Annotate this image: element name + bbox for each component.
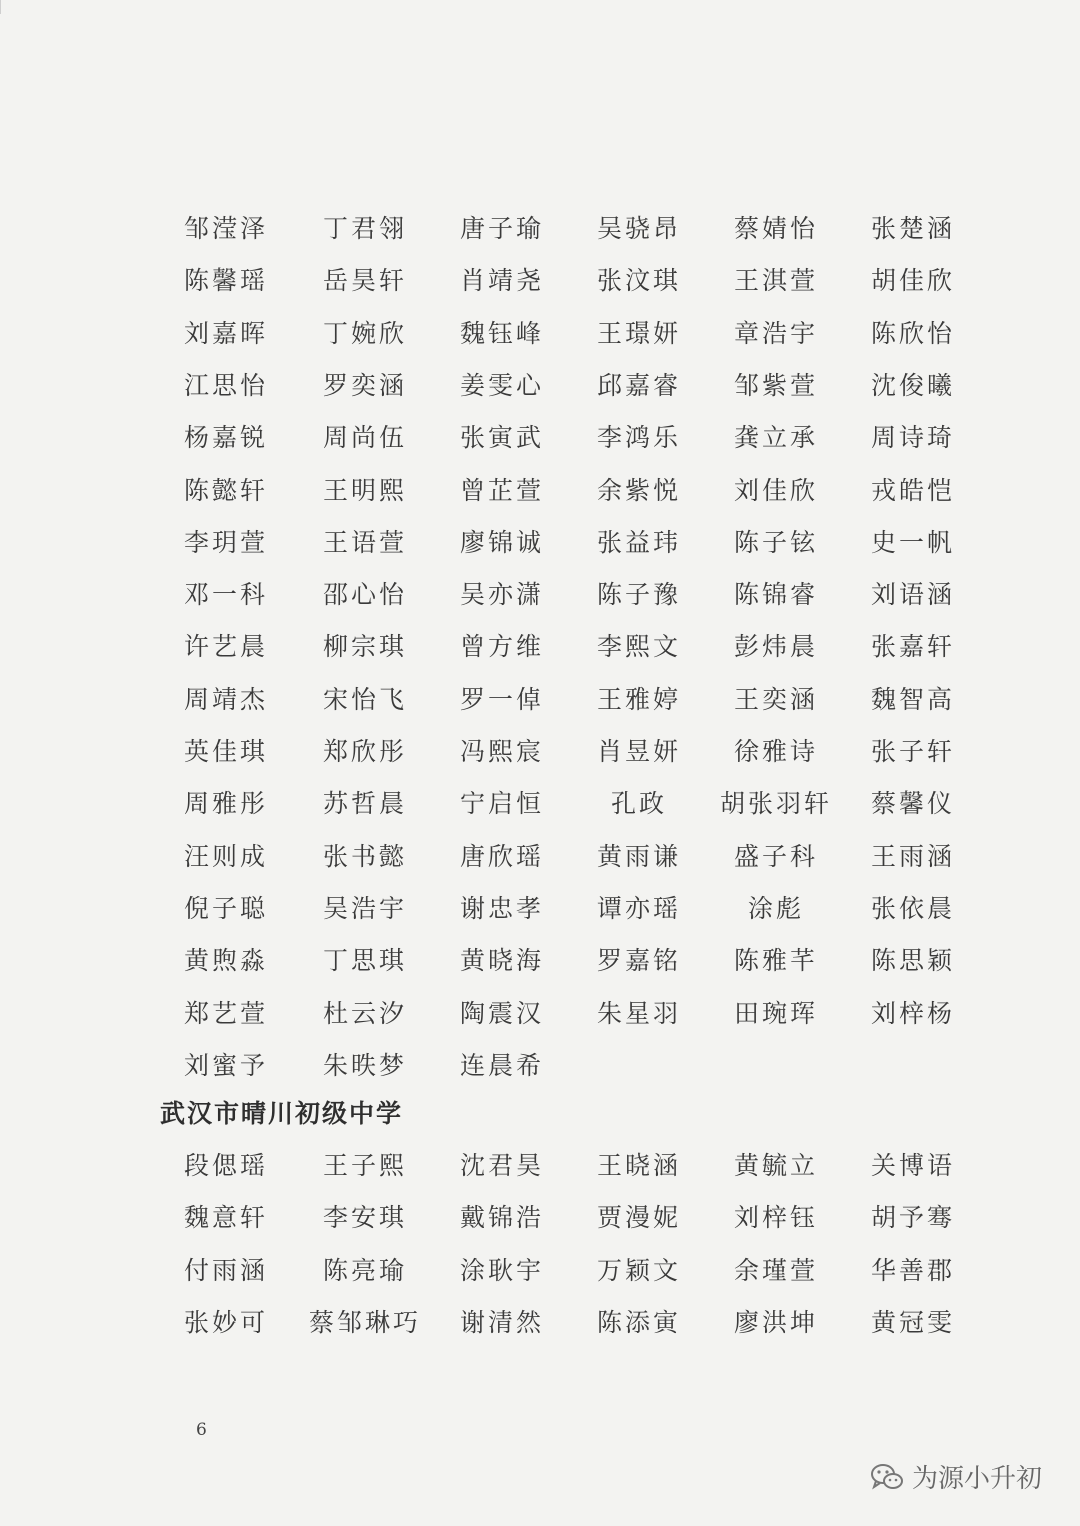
student-name: 周雅彤 (183, 789, 268, 819)
student-name: 陈子豫 (596, 580, 681, 610)
student-name: 李玥萱 (183, 527, 268, 557)
name-row (0, 366, 1080, 406)
student-name: 段偲瑶 (183, 1151, 268, 1180)
student-name: 李熙文 (596, 632, 681, 662)
student-name: 杨嘉锐 (183, 423, 268, 453)
name-row (0, 627, 1080, 667)
student-name: 曾方维 (459, 632, 544, 662)
student-name: 王奕涵 (733, 684, 818, 714)
student-name: 陈子铉 (733, 527, 818, 557)
student-name: 吴浩宇 (322, 893, 407, 923)
student-name: 余瑾萱 (733, 1255, 818, 1285)
student-name: 魏智高 (870, 684, 955, 714)
student-name: 余紫悦 (596, 475, 681, 505)
student-name: 罗一倬 (459, 684, 544, 714)
name-row (0, 1251, 1080, 1291)
name-row (0, 994, 1080, 1034)
student-name: 姜雯心 (459, 370, 544, 400)
name-row (0, 837, 1080, 877)
student-name: 陈添寅 (596, 1307, 681, 1337)
student-name: 陈亮瑜 (322, 1255, 407, 1285)
name-row (0, 1146, 1080, 1186)
student-name: 沈君昊 (459, 1151, 544, 1180)
student-name: 邹滢泽 (183, 214, 268, 243)
student-name: 徐雅诗 (733, 737, 818, 766)
student-name: 陶震汉 (459, 998, 544, 1028)
student-name: 胡张羽轩 (719, 789, 832, 819)
student-name: 章浩宇 (733, 318, 818, 348)
student-name: 沈俊曦 (870, 370, 955, 400)
student-name: 刘语涵 (870, 580, 955, 610)
name-row (0, 941, 1080, 981)
name-row (0, 261, 1080, 301)
name-row (0, 680, 1080, 720)
student-name: 黄煦淼 (183, 946, 268, 976)
name-row (0, 575, 1080, 615)
student-name: 李安琪 (322, 1203, 407, 1233)
student-name: 陈懿轩 (183, 475, 268, 505)
student-name: 张子轩 (870, 737, 955, 766)
student-name: 唐子瑜 (459, 214, 544, 243)
student-name: 周诗琦 (870, 423, 955, 453)
student-name: 魏钰峰 (459, 318, 544, 348)
student-name: 岳昊轩 (322, 266, 407, 296)
student-name: 陈欣怡 (870, 318, 955, 348)
student-name: 丁君翎 (322, 214, 407, 243)
student-name: 王雨涵 (870, 841, 955, 871)
name-row (0, 784, 1080, 824)
student-name: 关博语 (870, 1151, 955, 1180)
student-name: 王明熙 (322, 475, 407, 505)
student-name: 华善郡 (870, 1255, 955, 1285)
student-name: 郑欣彤 (322, 737, 407, 766)
student-name: 陈馨瑶 (183, 266, 268, 296)
student-name: 苏哲晨 (322, 789, 407, 819)
student-name: 黄毓立 (733, 1151, 818, 1180)
name-row (0, 889, 1080, 929)
student-name: 万颖文 (596, 1255, 681, 1285)
scan-edge-mark (0, 0, 9, 14)
name-row (0, 471, 1080, 511)
student-name: 蔡馨仪 (870, 789, 955, 819)
student-name: 贾漫妮 (596, 1203, 681, 1233)
student-name: 邱嘉睿 (596, 370, 681, 400)
student-name: 柳宗琪 (322, 632, 407, 662)
student-name: 汪则成 (183, 841, 268, 871)
student-name: 谢清然 (459, 1307, 544, 1337)
student-name: 朱昳梦 (322, 1050, 407, 1080)
student-name: 邵心怡 (322, 580, 407, 610)
student-name: 廖锦诚 (459, 527, 544, 557)
name-row (0, 523, 1080, 563)
student-name: 朱星羽 (596, 998, 681, 1028)
name-row (0, 732, 1080, 772)
student-name: 张汶琪 (596, 266, 681, 296)
student-name: 江思怡 (183, 370, 268, 400)
student-name: 戎皓恺 (870, 475, 955, 505)
student-name: 杜云汐 (322, 998, 407, 1028)
name-row (0, 314, 1080, 354)
student-name: 丁婉欣 (322, 318, 407, 348)
student-name: 陈雅芊 (733, 946, 818, 976)
page-number: 6 (196, 1420, 207, 1440)
student-name: 连晨希 (459, 1050, 544, 1080)
student-name: 肖昱妍 (596, 737, 681, 766)
student-name: 付雨涵 (183, 1255, 268, 1285)
student-name: 廖洪坤 (733, 1307, 818, 1337)
student-name: 谭亦瑶 (596, 893, 681, 923)
student-name: 张妙可 (183, 1307, 268, 1337)
student-name: 田琬珲 (733, 998, 818, 1028)
student-name: 黄雨谦 (596, 841, 681, 871)
student-name: 张益玮 (596, 527, 681, 557)
student-name: 周尚伍 (322, 423, 407, 453)
student-name: 龚立承 (733, 423, 818, 453)
student-name: 胡佳欣 (870, 266, 955, 296)
student-name: 张楚涵 (870, 214, 955, 243)
student-name: 蔡婧怡 (733, 214, 818, 243)
student-name: 黄晓海 (459, 946, 544, 976)
student-name: 刘嘉晖 (183, 318, 268, 348)
student-name: 英佳琪 (183, 737, 268, 766)
student-name: 张依晨 (870, 893, 955, 923)
student-name: 胡予骞 (870, 1203, 955, 1233)
watermark (870, 1458, 1042, 1495)
student-name: 王淇萱 (733, 266, 818, 296)
student-name: 王晓涵 (596, 1151, 681, 1180)
student-name: 曾芷萱 (459, 475, 544, 505)
student-name: 刘佳欣 (733, 475, 818, 505)
student-name: 蔡邹琳巧 (308, 1307, 421, 1337)
student-name: 涂耿宇 (459, 1255, 544, 1285)
student-name: 王子熙 (322, 1151, 407, 1180)
student-name: 王璟妍 (596, 318, 681, 348)
student-name: 张嘉轩 (870, 632, 955, 662)
student-name: 孔政 (610, 789, 667, 819)
student-name: 倪子聪 (183, 893, 268, 923)
student-name: 丁思琪 (322, 946, 407, 976)
student-name: 郑艺萱 (183, 998, 268, 1028)
name-row (0, 209, 1080, 249)
student-name: 刘梓钰 (733, 1203, 818, 1233)
student-name: 周靖杰 (183, 684, 268, 714)
student-name: 罗嘉铭 (596, 946, 681, 976)
school-heading: 武汉市晴川初级中学 (160, 1099, 404, 1128)
student-name: 刘梓杨 (870, 998, 955, 1028)
student-name: 王语萱 (322, 527, 407, 557)
student-name: 史一帆 (870, 527, 955, 557)
name-row (0, 1046, 1080, 1086)
name-row (0, 1303, 1080, 1343)
name-row (0, 1198, 1080, 1238)
student-name: 李鸿乐 (596, 423, 681, 453)
student-name: 邓一科 (183, 580, 268, 610)
watermark-text: 为源小升初 (912, 1464, 1043, 1494)
student-name: 吴骁昂 (596, 214, 681, 243)
student-name: 张寅武 (459, 423, 544, 453)
student-name: 涂彪 (747, 893, 804, 923)
wechat-icon (870, 1462, 904, 1492)
student-name: 盛子科 (733, 841, 818, 871)
student-name: 宁启恒 (459, 789, 544, 819)
student-name: 陈锦睿 (733, 580, 818, 610)
student-name: 谢忠孝 (459, 893, 544, 923)
student-name: 唐欣瑶 (459, 841, 544, 871)
student-name: 张书懿 (322, 841, 407, 871)
student-name: 魏意轩 (183, 1203, 268, 1233)
student-name: 吴亦潇 (459, 580, 544, 610)
student-name: 罗奕涵 (322, 370, 407, 400)
student-name: 王雅婷 (596, 684, 681, 714)
student-name: 彭炜晨 (733, 632, 818, 662)
student-name: 陈思颖 (870, 946, 955, 976)
student-name: 刘蜜予 (183, 1050, 268, 1080)
student-name: 冯熙宸 (459, 737, 544, 766)
student-name: 戴锦浩 (459, 1203, 544, 1233)
name-row (0, 418, 1080, 458)
student-name: 宋怡飞 (322, 684, 407, 714)
student-name: 许艺晨 (183, 632, 268, 662)
student-name: 黄冠雯 (870, 1307, 955, 1337)
student-name: 邹紫萱 (733, 370, 818, 400)
student-name: 肖靖尧 (459, 266, 544, 296)
